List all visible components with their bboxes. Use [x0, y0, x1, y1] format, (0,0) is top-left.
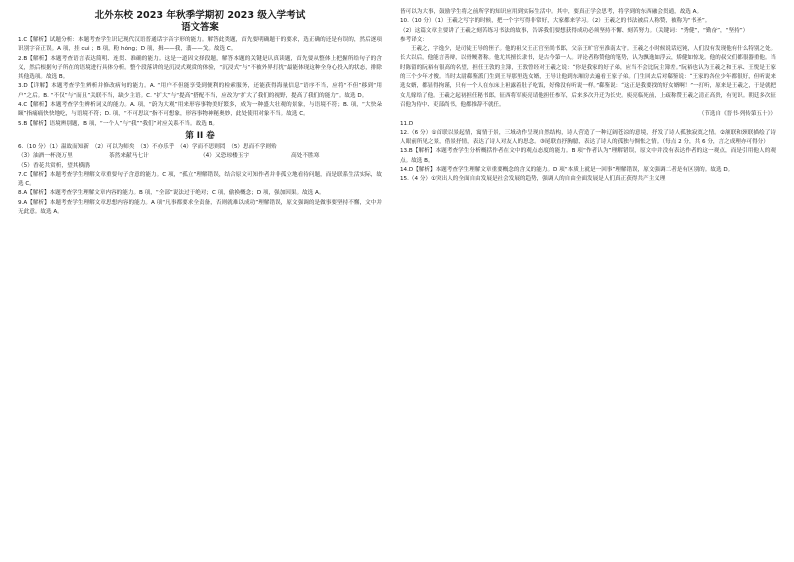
answer-cell: （3）油酒一杯浇万里 [18, 153, 73, 160]
answer-line [18, 162, 382, 171]
left-column [18, 8, 382, 562]
answer-line [18, 152, 382, 161]
answer-q12: 12.（6 分）①首联以景起情，寓情于景，三域动作呈现自然结构，诗人营造了一种辽阔苍凉的意境，抒发了诗人孤独寂寞之情。②颔联和颈联描绘了诗人眼前所见之景，借景抒情，表达了诗人对友人的思念。③尾联直抒胸臆，表达了诗人的孤独与惆怅之情。（每点 2 分，共 6 分，言之成理亦可得分） [400, 129, 776, 146]
answer-q11: 11.D [400, 120, 414, 127]
answer-q7: 7.C【解析】本题考查学生理解文章重要句子含意的能力。C 项，“孤立”理解错误，结合原文可知作者并非孤立地看待问题，而是联系生活实际，故选 C。 [18, 171, 382, 188]
answer-q6: 6.（10 分）（1）温故而知新 （2）可以为师矣 （3）不亦乐乎 （4）学而不思则罔 （5）思而不学则殆 [18, 143, 277, 150]
answer-q9-continued: 皆可以为大事，鼓励学生将之前所学的知识应用到实际生活中。其中，要真正学会思考，将学到的东西融会贯通，故选 A。 [400, 9, 703, 15]
answer-q8: 8.A【解析】本题考查学生理解文章内容的能力。B 项，“全部”说法过于绝对；C 项，偷换概念；D 项，强加因果。故选 A。 [18, 190, 325, 197]
answer-q4: 4.C【解析】本题考查学生辨析词义的能力。A. 项，“蔚为大观”用来形容事物美好繁多，成为一种盛大壮观的景象，与语境不符；B. 项，“大快朵颐”指痛痛快快地吃，与语境不符；D. 项，“不可思议”指不可想象，形容事物神秘奥妙，此处使用对象不当。故选 C。 [18, 102, 382, 118]
answer-q10: 10.（10 分）（1）王羲之写字的时候，把一个字写得非常好，大家都来学习。（2）王羲之的书法被后人称赞，被称为“书圣”。 [400, 18, 711, 25]
answer-q9: 9.A【解析】本题考查学生理解文章思想内容的能力。A 项“凡事都要求全责备，否则就难以成功”理解错误，原文强调的是做事要坚持不懈，文中并无此意。故选 A。 [18, 199, 382, 216]
answer-q10-part2: （2）这篇文章主要讲了王羲之刻苦练习书法的故事，告诉我们要想获得成功必须坚持不懈、刻苦努力。（关键词：“秀健”，“勤奋”，“坚持”） [400, 27, 749, 34]
answer-cell: （5）香花共赏析，望其横鹃 [18, 162, 90, 169]
answer-q1: 1.C【解析】试题分析：本题考查学生识记现代汉语普通话字音字形的能力。解答此类题，首先要明确题干的要求，选正确的还是有误的，然后逐项识别字音正误。A 项，挂 cuì ；B 项，粉 hóng；D 项，揖——我，翡——戈。故选 C。 [18, 37, 382, 53]
answer-cell: 茶然来献马七计 [109, 153, 149, 160]
translation-source: （节选自《晋书·列传第五十》） [698, 111, 776, 118]
answer-q3: 3.D【详解】本题考查学生辨析并修改病句的能力。A. “用户不但能享受到便利的检索服务，还能获得海量信息”语序不当，应将“不但”移到“用户”之后。B. “不仅”与“而且”关联不当，缺少主语。C. “扩大”与“提高”搭配不当，应改为“扩大了我们的视野，提高了我们的能力”。故选 D。 [18, 83, 382, 99]
right-column [400, 8, 776, 562]
reference-translation-text: 王羲之，字逸少，是司徒王导的侄子。他的祖父王正官至尚书郎，父亲王旷官至淮南太守。王羲之小时候说话迟钝，人们没有发现他有什么特别之处。长大以后，他能言善辩，以骨鲠著称。他尤其擅长隶书，是古今第一人。评论者称赞他的笔势，认为飘逸如浮云，矫健如惊龙。他的叔父们都很器重他。当时陈留的阮裕有很高的名望，担任王敦的主簿，王敦曾经对王羲之说：“你是我家的好子弟，应当不会比阮主簿差。”阮裕也认为王羲之和王承、王悦是王家的三个少年才俊。当时太尉郗鉴派门生到王导那里选女婿，王导让他到东厢房去遍看王家子弟。门生回去后对郗鉴说：“王家的各位少年都很好，但听说来选女婿，都显得拘谨，只有一个人在东床上袒露着肚子吃饭，好像没有听说一样。”郗鉴说：“这正是我要找的好女婿啊！”一打听，原来是王羲之，于是就把女儿嫁给了他。王羲之起初担任秘书郎，征西将军庾亮请他担任参军，后来多次升迁为长史。庾亮临死前，上疏称赞王羲之清正高贵，有见识。朝廷多次征召他为侍中、吏部尚书，他都推辞不就任。 [400, 46, 776, 108]
section-title-part-ii: 第 II 卷 [185, 130, 215, 141]
answer-cell: （4）又恐琼楼玉宇 [200, 153, 250, 160]
document-title: 北外东校 2023 年秋季学期初 2023 级入学考试 [94, 10, 306, 21]
answer-q15: 15.（4 分）①突出人的全面自由发展是社会发展的趋势，强调人的自由全面发展是人们真正获得共产主义理 [400, 176, 666, 183]
document-subtitle: 语文答案 [181, 22, 219, 33]
answer-q14: 14.D【解析】本题考查学生理解文章重要概念的含义的能力。D 项“本质上就是一回事”理解错误，原文强调二者是有区别的。故选 D。 [400, 167, 734, 174]
answer-q13: 13.B【解析】本题考查学生分析概括作者在文中的观点态度的能力。B 项“作者认为”理解错误，原文中并没有表达作者的这一观点，而是引用他人的观点。故选 B。 [400, 148, 776, 164]
answer-q6-lines [18, 152, 382, 171]
answer-q5: 5.B【解析】语境辨别题，B 项，“一个人”与“我”“我们”对应关系不当。故选 B。 [18, 120, 219, 127]
reference-translation-label: 参考译文： [400, 36, 428, 43]
answer-cell: 高处不胜寒 [291, 153, 320, 160]
answer-q2: 2.B【解析】本题考查语言表达简明、连贯、准确的能力。这是一道因文择段题，解答本题的关键是认真读题，首先要从整体上把握所给句子的含义，然后根据句子所在的语境进行具体分析。整个段落讲的是沉浸式观赏的体验，“沉浸式”与“不被外界打扰”最能体现这种全身心投入的状态，排除其他选项。故选 B。 [18, 55, 382, 81]
